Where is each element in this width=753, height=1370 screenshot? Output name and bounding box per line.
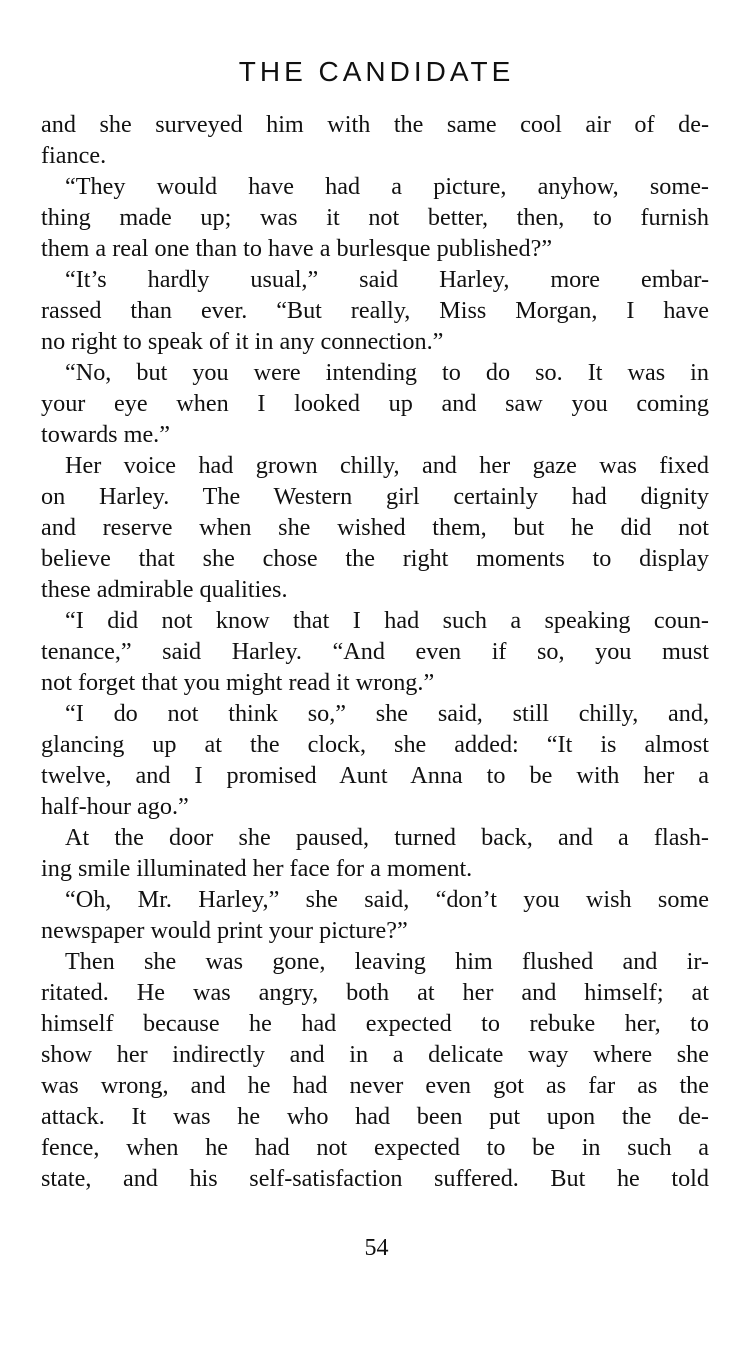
text-line: glancing up at the clock, she added: “It is almost: [41, 731, 709, 758]
text-line: “Oh, Mr. Harley,” she said, “don’t you wish some: [65, 886, 709, 913]
text-line: tenance,” said Harley. “And even if so, you must: [41, 638, 709, 665]
text-line: believe that she chose the right moments to display: [41, 545, 709, 572]
text-line: “No, but you were intending to do so. It was in: [65, 359, 709, 386]
text-line: was wrong, and he had never even got as far as the: [41, 1072, 709, 1099]
text-line: show her indirectly and in a delicate way where she: [41, 1041, 709, 1068]
text-line: thing made up; was it not better, then, to furnish: [41, 204, 709, 231]
text-line: no right to speak of it in any connection.”: [41, 328, 444, 355]
text-line: fence, when he had not expected to be in such a: [41, 1134, 709, 1161]
text-line: your eye when I looked up and saw you coming: [41, 390, 709, 417]
text-line: and reserve when she wished them, but he did not: [41, 514, 709, 541]
text-line: Then she was gone, leaving him flushed and ir-: [65, 948, 709, 975]
text-line: twelve, and I promised Aunt Anna to be with her a: [41, 762, 709, 789]
text-line: rassed than ever. “But really, Miss Morgan, I have: [41, 297, 709, 324]
text-line: on Harley. The Western girl certainly had dignity: [41, 483, 709, 510]
text-line: “It’s hardly usual,” said Harley, more embar-: [65, 266, 709, 293]
text-line: fiance.: [41, 142, 107, 169]
page-number: 54: [364, 1235, 389, 1261]
text-line: himself because he had expected to rebuke her, to: [41, 1010, 709, 1037]
text-line: At the door she paused, turned back, and a flash-: [65, 824, 709, 851]
body-text: [41, 109, 709, 1194]
text-line: “I did not know that I had such a speaking coun-: [65, 607, 709, 634]
text-line: not forget that you might read it wrong.”: [41, 669, 435, 696]
text-line: towards me.”: [41, 421, 170, 448]
text-line: half-hour ago.”: [41, 793, 189, 820]
text-line: them a real one than to have a burlesque published?”: [41, 235, 553, 262]
text-line: Her voice had grown chilly, and her gaze was fixed: [65, 452, 709, 479]
text-line: ing smile illuminated her face for a moment.: [41, 855, 473, 882]
text-line: these admirable qualities.: [41, 576, 288, 603]
running-header: THE CANDIDATE: [238, 56, 515, 87]
text-line: attack. It was he who had been put upon the de-: [41, 1103, 709, 1130]
text-line: “I do not think so,” she said, still chilly, and,: [65, 700, 709, 727]
text-line: “They would have had a picture, anyhow, some-: [65, 173, 709, 200]
text-line: and she surveyed him with the same cool air of de-: [41, 111, 709, 138]
text-line: newspaper would print your picture?”: [41, 917, 408, 944]
text-line: ritated. He was angry, both at her and himself; at: [41, 979, 709, 1006]
text-line: state, and his self-satisfaction suffered. But he told: [41, 1165, 709, 1192]
